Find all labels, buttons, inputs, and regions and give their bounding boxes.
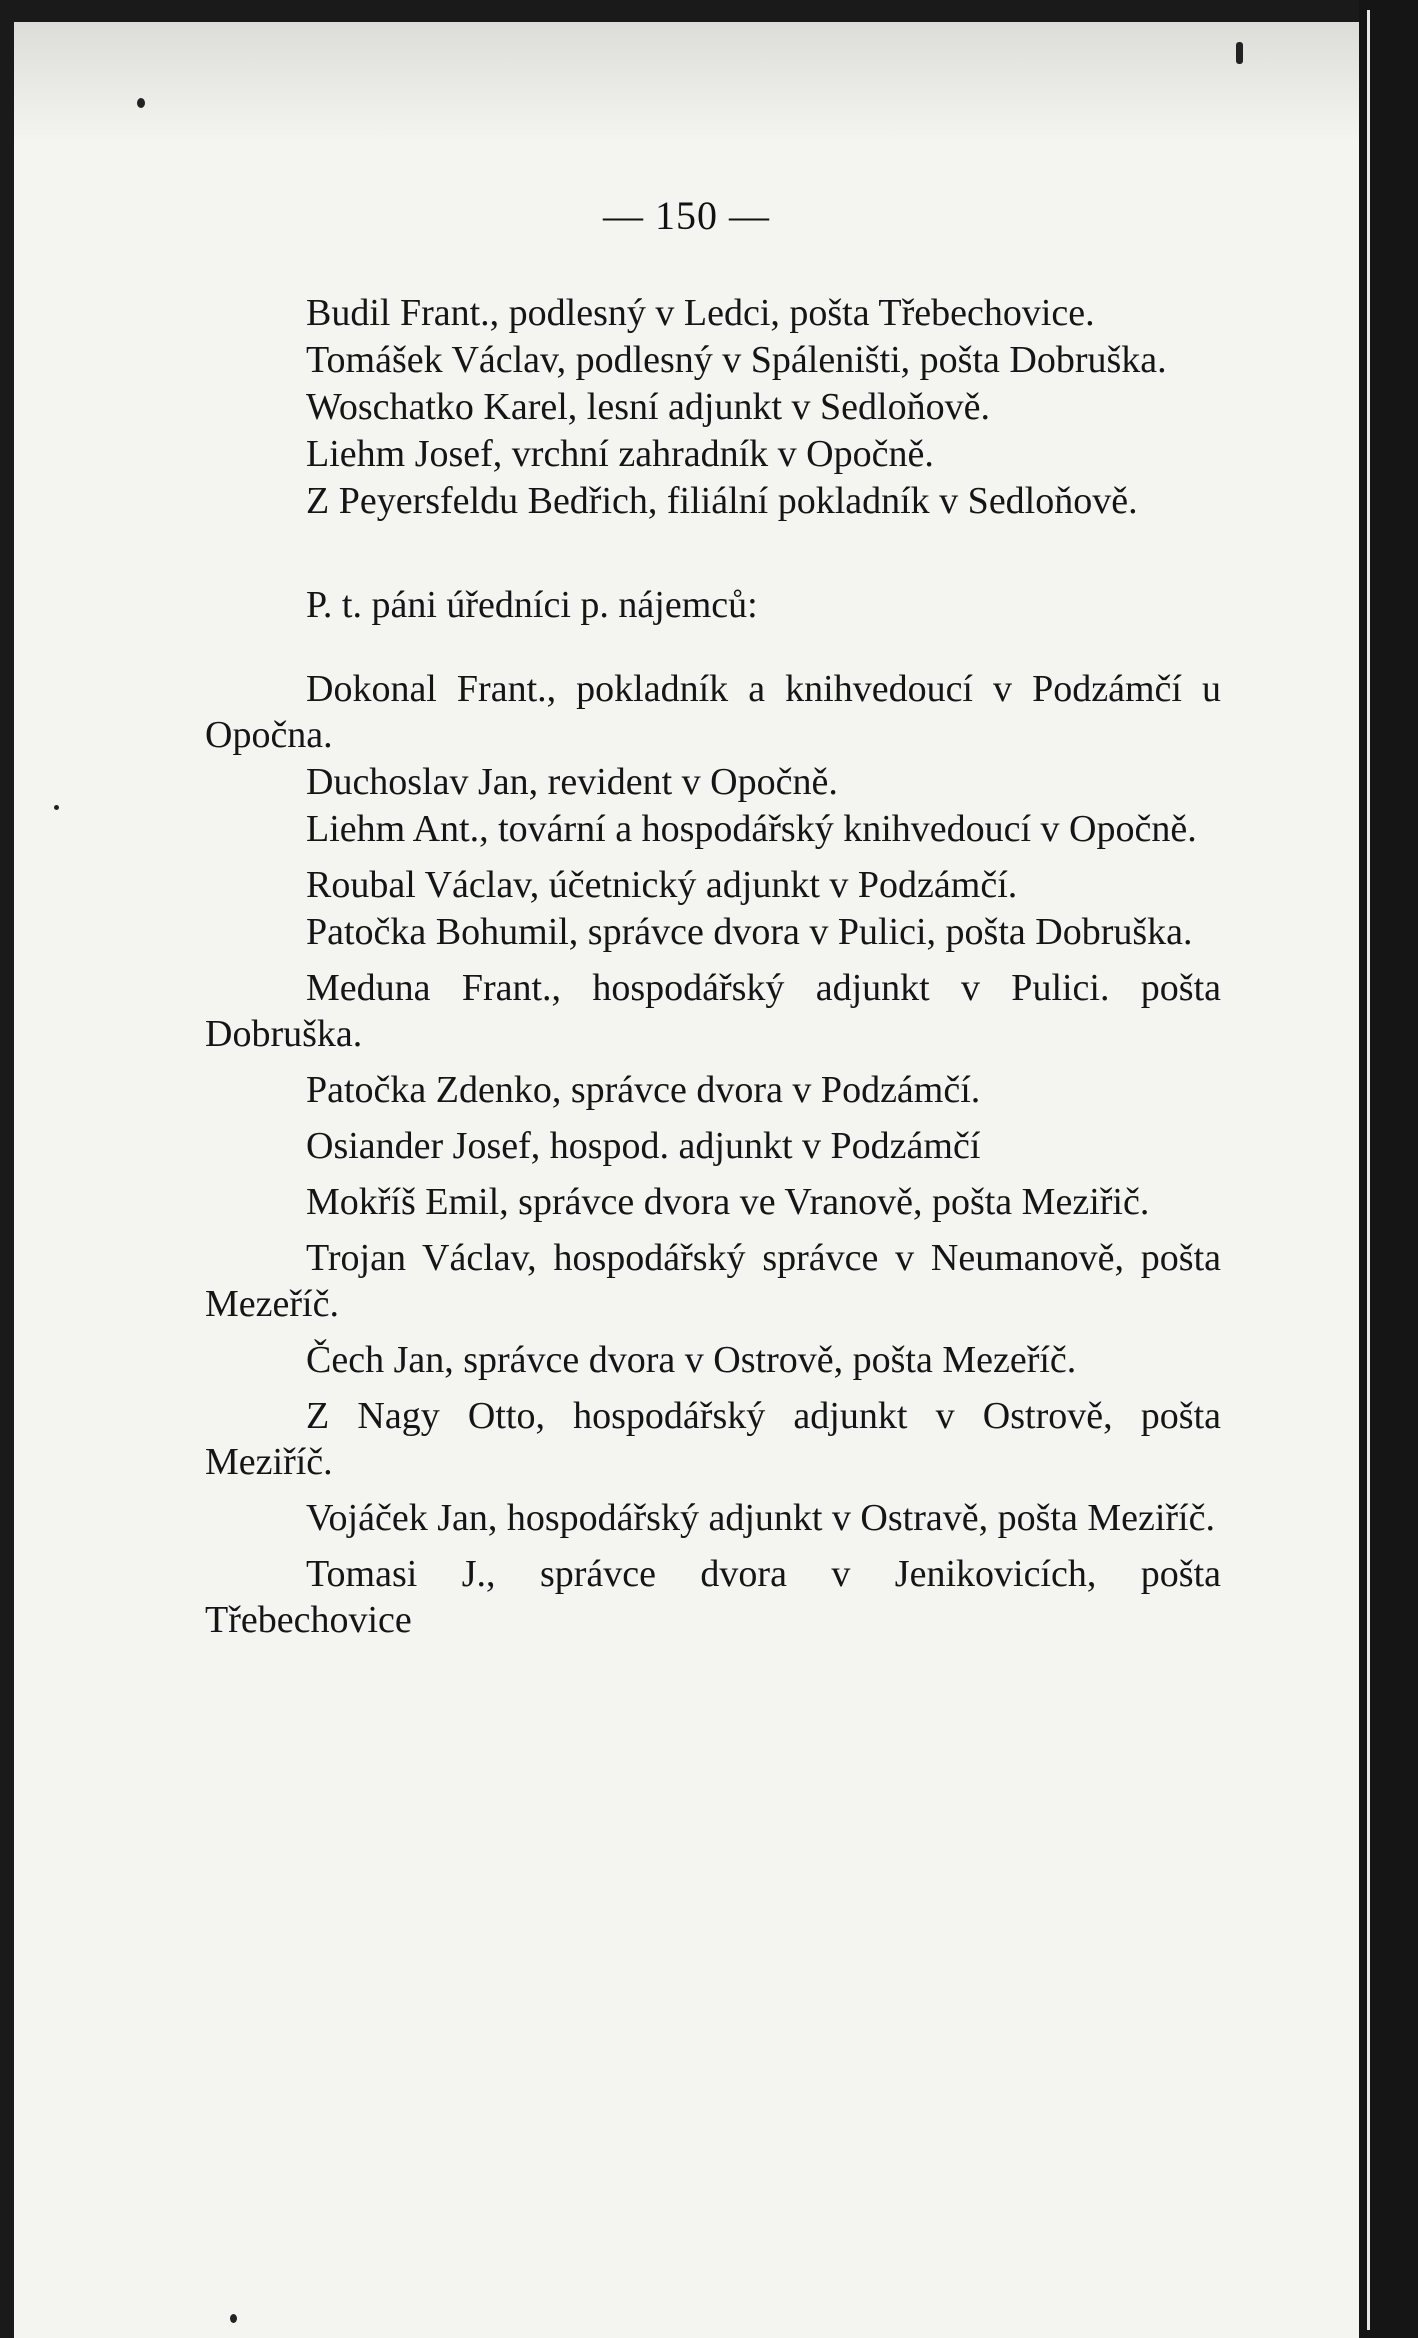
scan-edge bbox=[1359, 0, 1418, 2338]
page-body bbox=[205, 290, 1221, 1644]
entry-peyersfeld: Z Peyersfeldu Bedřich, filiální pokladník v Sedloňově. bbox=[306, 480, 1138, 522]
page-number: — 150 — bbox=[603, 193, 770, 238]
section-heading: P. t. páni úředníci p. nájemců: bbox=[306, 584, 758, 626]
entry-mokris: Mokříš Emil, správce dvora ve Vranově, pošta Meziřič. bbox=[306, 1181, 1150, 1223]
ink-speck bbox=[230, 2314, 237, 2323]
ink-speck bbox=[54, 805, 59, 810]
entry-dokonal: Dokonal Frant., pokladník a knihvedoucí v Podzámčí u Opočna. bbox=[205, 668, 1221, 756]
entry-meduna: Meduna Frant., hospodářský adjunkt v Pulici. pošta Dobruška. bbox=[205, 967, 1221, 1055]
book-page bbox=[14, 22, 1359, 2338]
entry-woschatko: Woschatko Karel, lesní adjunkt v Sedloňově. bbox=[306, 386, 990, 428]
entry-patocka-bohumil: Patočka Bohumil, správce dvora v Pulici, pošta Dobruška. bbox=[306, 911, 1193, 953]
entry-patocka-zdenko: Patočka Zdenko, správce dvora v Podzámčí. bbox=[306, 1069, 981, 1111]
entry-liehm-josef: Liehm Josef, vrchní zahradník v Opočně. bbox=[306, 433, 934, 475]
ink-speck bbox=[1236, 42, 1243, 64]
entry-vojacek: Vojáček Jan, hospodářský adjunkt v Ostravě, pošta Meziříč. bbox=[306, 1497, 1215, 1539]
ink-speck bbox=[137, 98, 145, 108]
entry-trojan: Trojan Václav, hospodářský správce v Neumanově, pošta Mezeříč. bbox=[205, 1237, 1221, 1325]
entry-liehm-ant: Liehm Ant., tovární a hospodářský knihvedoucí v Opočně. bbox=[306, 808, 1197, 850]
entry-roubal: Roubal Václav, účetnický adjunkt v Podzámčí. bbox=[306, 864, 1018, 906]
entry-cech: Čech Jan, správce dvora v Ostrově, pošta Mezeříč. bbox=[306, 1339, 1077, 1381]
entry-duchoslav: Duchoslav Jan, revident v Opočně. bbox=[306, 761, 838, 803]
entry-osiander: Osiander Josef, hospod. adjunkt v Podzámčí bbox=[306, 1125, 981, 1167]
entry-tomasek: Tomášek Václav, podlesný v Spáleništi, pošta Dobruška. bbox=[306, 339, 1167, 381]
entry-tomasi: Tomasi J., správce dvora v Jenikovicích, pošta Třebechovice bbox=[205, 1553, 1221, 1641]
entry-budil: Budil Frant., podlesný v Ledci, pošta Třebechovice. bbox=[306, 292, 1095, 334]
entry-nagy: Z Nagy Otto, hospodářský adjunkt v Ostrově, pošta Meziříč. bbox=[205, 1395, 1221, 1483]
